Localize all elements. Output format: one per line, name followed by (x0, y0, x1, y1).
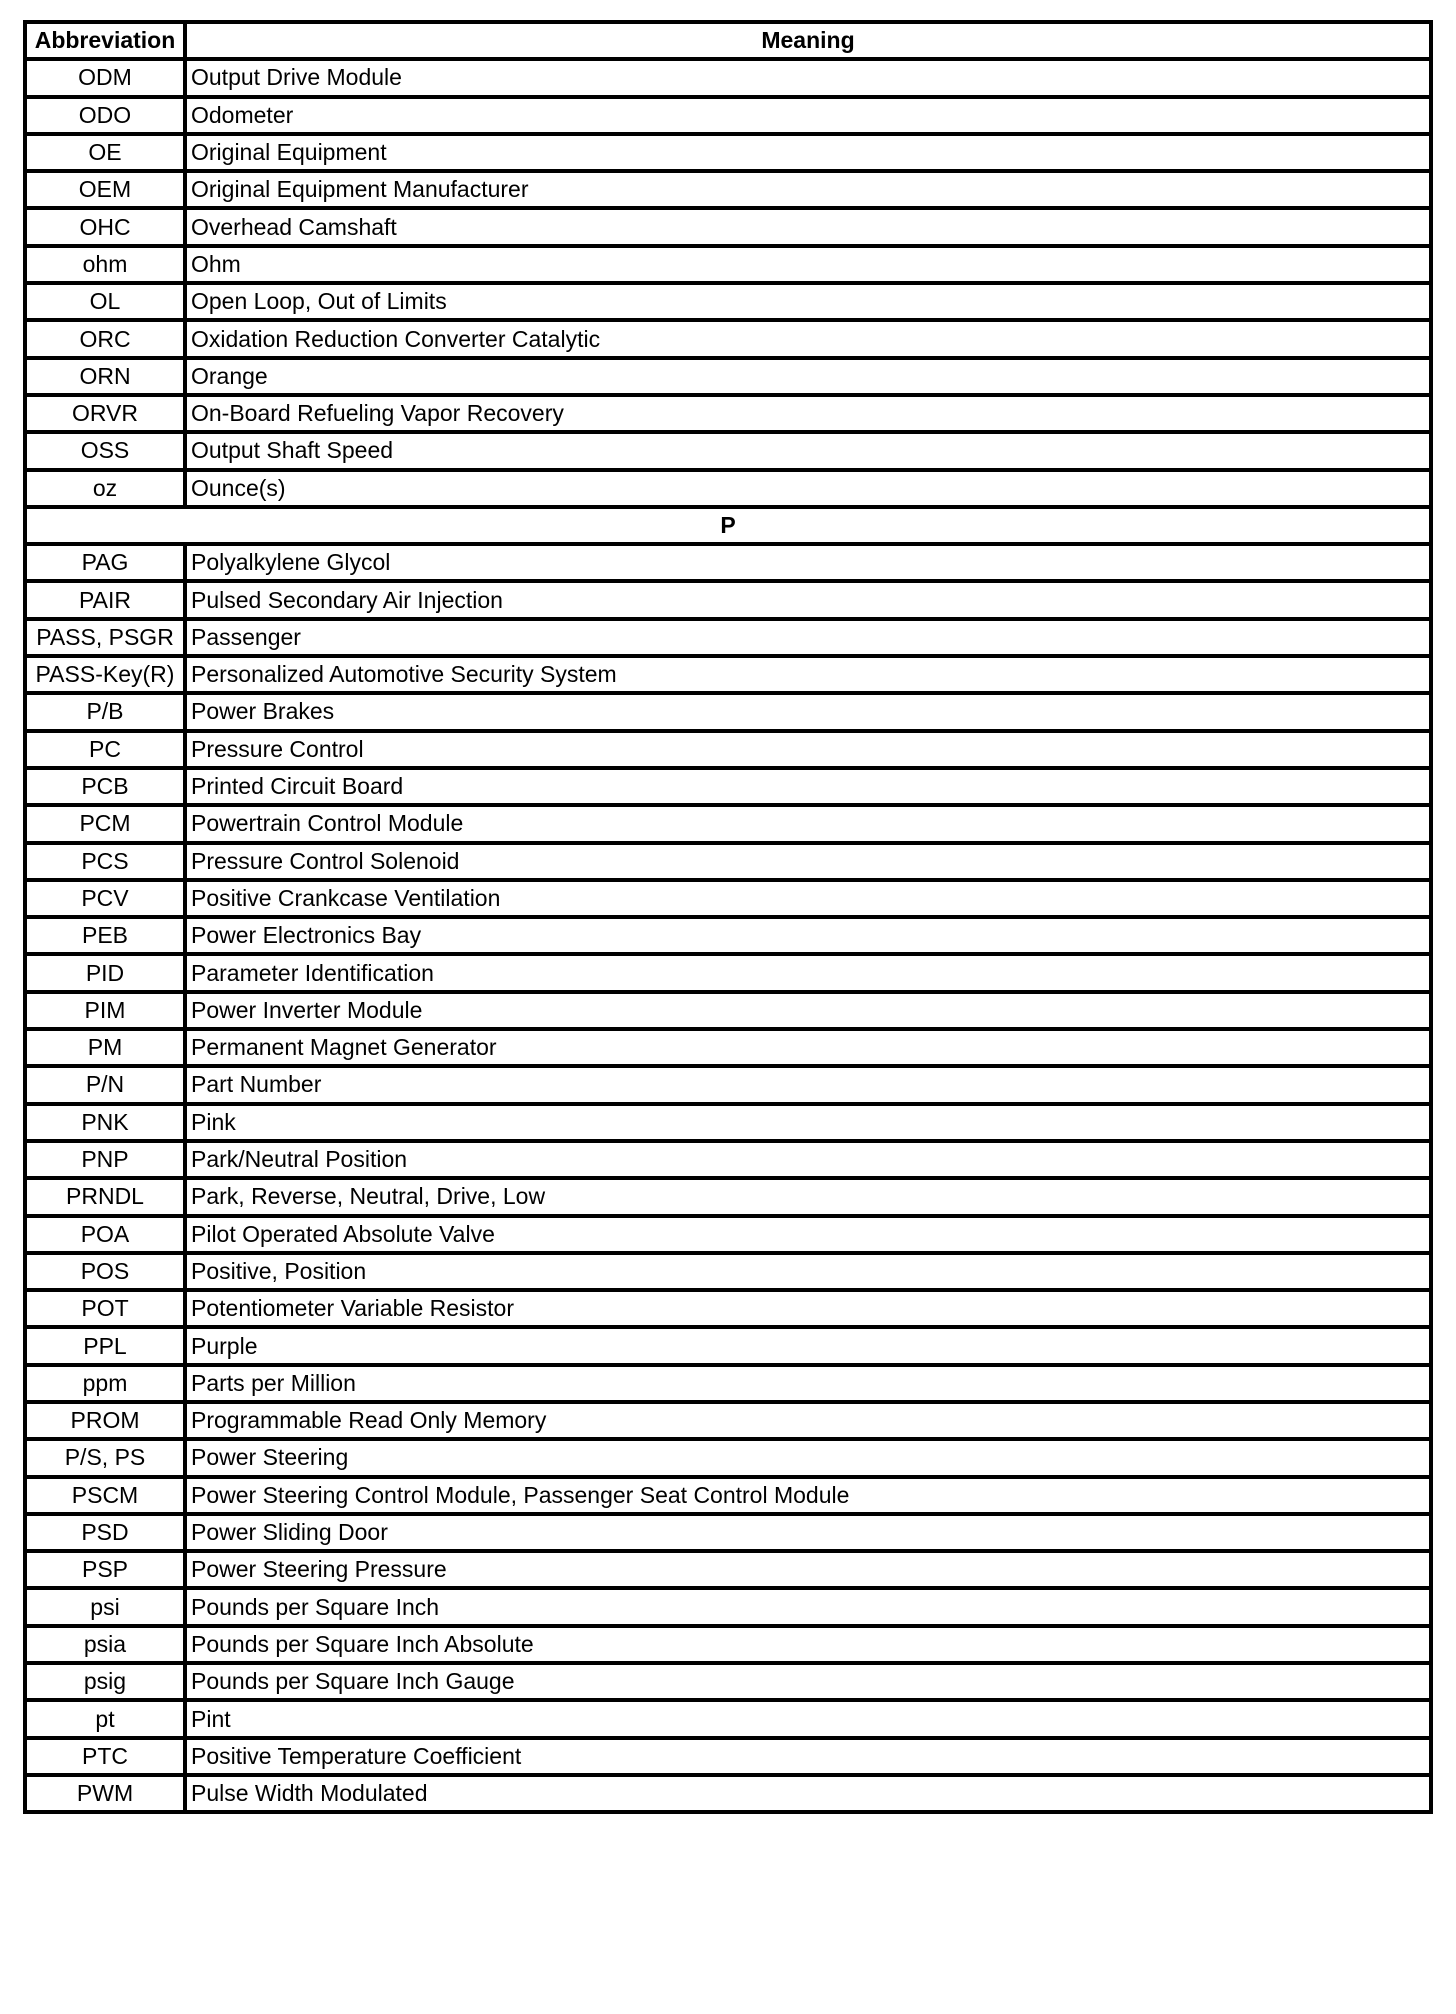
table-row (25, 283, 1431, 320)
abbreviation-cell: PNP (25, 1141, 185, 1178)
abbreviation-cell: oz (25, 470, 185, 507)
abbreviation-cell: PTC (25, 1738, 185, 1775)
abbreviation-cell: ODO (25, 97, 185, 134)
meaning-cell: Positive Crankcase Ventilation (185, 880, 1431, 917)
abbreviation-cell: OL (25, 283, 185, 320)
meaning-cell: Polyalkylene Glycol (185, 544, 1431, 581)
meaning-cell: Park/Neutral Position (185, 1141, 1431, 1178)
meaning-cell: Odometer (185, 97, 1431, 134)
abbreviation-cell: ORC (25, 320, 185, 357)
meaning-cell: Pint (185, 1700, 1431, 1737)
meaning-cell: On-Board Refueling Vapor Recovery (185, 395, 1431, 432)
table-row (25, 1178, 1431, 1215)
abbreviation-cell: ppm (25, 1365, 185, 1402)
abbreviation-cell: PM (25, 1029, 185, 1066)
table-row (25, 768, 1431, 805)
abbreviation-cell: PID (25, 954, 185, 991)
table-row (25, 656, 1431, 693)
meaning-cell: Power Electronics Bay (185, 917, 1431, 954)
meaning-cell: Pounds per Square Inch (185, 1588, 1431, 1625)
table-row (25, 208, 1431, 245)
table-row (25, 59, 1431, 96)
table-row (25, 1551, 1431, 1588)
meaning-cell: Pounds per Square Inch Absolute (185, 1626, 1431, 1663)
meaning-cell: Original Equipment (185, 134, 1431, 171)
meaning-cell: Open Loop, Out of Limits (185, 283, 1431, 320)
table-row (25, 320, 1431, 357)
meaning-cell: Ohm (185, 246, 1431, 283)
abbreviation-cell: PC (25, 731, 185, 768)
table-row (25, 1216, 1431, 1253)
table-row (25, 470, 1431, 507)
meaning-cell: Ounce(s) (185, 470, 1431, 507)
table-row (25, 1141, 1431, 1178)
header-meaning: Meaning (185, 22, 1431, 59)
meaning-cell: Power Steering Pressure (185, 1551, 1431, 1588)
meaning-cell: Parts per Million (185, 1365, 1431, 1402)
table-row (25, 544, 1431, 581)
abbreviation-cell: PNK (25, 1104, 185, 1141)
abbreviation-cell: POS (25, 1253, 185, 1290)
meaning-cell: Park, Reverse, Neutral, Drive, Low (185, 1178, 1431, 1215)
meaning-cell: Potentiometer Variable Resistor (185, 1290, 1431, 1327)
abbreviation-cell: PSCM (25, 1477, 185, 1514)
abbreviation-cell: PSP (25, 1551, 185, 1588)
table-row (25, 1775, 1431, 1812)
section-heading: P (25, 507, 1431, 544)
meaning-cell: Part Number (185, 1066, 1431, 1103)
table-row (25, 805, 1431, 842)
meaning-cell: Power Inverter Module (185, 992, 1431, 1029)
table-row (25, 1066, 1431, 1103)
meaning-cell: Pulsed Secondary Air Injection (185, 581, 1431, 618)
table-row (25, 1738, 1431, 1775)
meaning-cell: Original Equipment Manufacturer (185, 171, 1431, 208)
meaning-cell: Personalized Automotive Security System (185, 656, 1431, 693)
abbreviation-cell: PROM (25, 1402, 185, 1439)
abbreviation-cell: P/B (25, 693, 185, 730)
meaning-cell: Pounds per Square Inch Gauge (185, 1663, 1431, 1700)
table-row (25, 880, 1431, 917)
table-row (25, 1104, 1431, 1141)
table-row (25, 1626, 1431, 1663)
meaning-cell: Positive, Position (185, 1253, 1431, 1290)
table-row (25, 1700, 1431, 1737)
meaning-cell: Printed Circuit Board (185, 768, 1431, 805)
table-row (25, 731, 1431, 768)
abbreviation-cell: PCS (25, 843, 185, 880)
table-row (25, 992, 1431, 1029)
meaning-cell: Output Drive Module (185, 59, 1431, 96)
abbreviation-cell: psi (25, 1588, 185, 1625)
table-row (25, 171, 1431, 208)
meaning-cell: Overhead Camshaft (185, 208, 1431, 245)
table-row (25, 1402, 1431, 1439)
meaning-cell: Oxidation Reduction Converter Catalytic (185, 320, 1431, 357)
meaning-cell: Programmable Read Only Memory (185, 1402, 1431, 1439)
table-row (25, 1588, 1431, 1625)
table-row (25, 1327, 1431, 1364)
table-row (25, 246, 1431, 283)
abbreviation-cell: psig (25, 1663, 185, 1700)
table-row (25, 1514, 1431, 1551)
abbreviation-cell: P/S, PS (25, 1439, 185, 1476)
meaning-cell: Pulse Width Modulated (185, 1775, 1431, 1812)
abbreviation-cell: ORN (25, 358, 185, 395)
table-row (25, 619, 1431, 656)
abbreviation-cell: psia (25, 1626, 185, 1663)
table-row (25, 1290, 1431, 1327)
abbreviation-cell: ORVR (25, 395, 185, 432)
header-abbreviation: Abbreviation (25, 22, 185, 59)
abbreviation-cell: PIM (25, 992, 185, 1029)
meaning-cell: Parameter Identification (185, 954, 1431, 991)
abbreviation-cell: PCV (25, 880, 185, 917)
abbreviation-cell: OE (25, 134, 185, 171)
table-row (25, 97, 1431, 134)
abbreviation-cell: PPL (25, 1327, 185, 1364)
abbreviation-cell: ohm (25, 246, 185, 283)
abbreviation-cell: PCB (25, 768, 185, 805)
abbreviation-cell: P/N (25, 1066, 185, 1103)
table-row (25, 954, 1431, 991)
meaning-cell: Pressure Control Solenoid (185, 843, 1431, 880)
abbreviation-cell: PAIR (25, 581, 185, 618)
abbreviation-cell: pt (25, 1700, 185, 1737)
table-row (25, 1663, 1431, 1700)
meaning-cell: Powertrain Control Module (185, 805, 1431, 842)
table-row (25, 134, 1431, 171)
meaning-cell: Power Brakes (185, 693, 1431, 730)
abbreviation-cell: PWM (25, 1775, 185, 1812)
abbreviation-cell: PASS, PSGR (25, 619, 185, 656)
table-row (25, 917, 1431, 954)
table-row (25, 358, 1431, 395)
abbreviation-cell: PRNDL (25, 1178, 185, 1215)
abbreviation-cell: PCM (25, 805, 185, 842)
abbreviation-cell: PSD (25, 1514, 185, 1551)
table-row (25, 1253, 1431, 1290)
abbreviation-cell: ODM (25, 59, 185, 96)
abbreviation-cell: PASS-Key(R) (25, 656, 185, 693)
abbreviation-cell: POA (25, 1216, 185, 1253)
meaning-cell: Pink (185, 1104, 1431, 1141)
meaning-cell: Permanent Magnet Generator (185, 1029, 1431, 1066)
header-row (25, 22, 1431, 59)
abbreviation-cell: OEM (25, 171, 185, 208)
meaning-cell: Power Steering (185, 1439, 1431, 1476)
section-row (25, 507, 1431, 544)
meaning-cell: Output Shaft Speed (185, 432, 1431, 469)
meaning-cell: Pilot Operated Absolute Valve (185, 1216, 1431, 1253)
table-body (25, 22, 1431, 1812)
meaning-cell: Power Steering Control Module, Passenger Seat Control Module (185, 1477, 1431, 1514)
table-row (25, 1439, 1431, 1476)
table-row (25, 395, 1431, 432)
meaning-cell: Orange (185, 358, 1431, 395)
table-row (25, 693, 1431, 730)
meaning-cell: Purple (185, 1327, 1431, 1364)
table-row (25, 581, 1431, 618)
meaning-cell: Positive Temperature Coefficient (185, 1738, 1431, 1775)
table-row (25, 1477, 1431, 1514)
meaning-cell: Pressure Control (185, 731, 1431, 768)
abbreviation-cell: PAG (25, 544, 185, 581)
abbreviation-cell: OSS (25, 432, 185, 469)
table-row (25, 1365, 1431, 1402)
table-row (25, 843, 1431, 880)
abbreviation-cell: POT (25, 1290, 185, 1327)
abbreviation-cell: OHC (25, 208, 185, 245)
table-row (25, 432, 1431, 469)
meaning-cell: Power Sliding Door (185, 1514, 1431, 1551)
abbreviation-table (23, 20, 1433, 1814)
abbreviation-cell: PEB (25, 917, 185, 954)
table-row (25, 1029, 1431, 1066)
meaning-cell: Passenger (185, 619, 1431, 656)
